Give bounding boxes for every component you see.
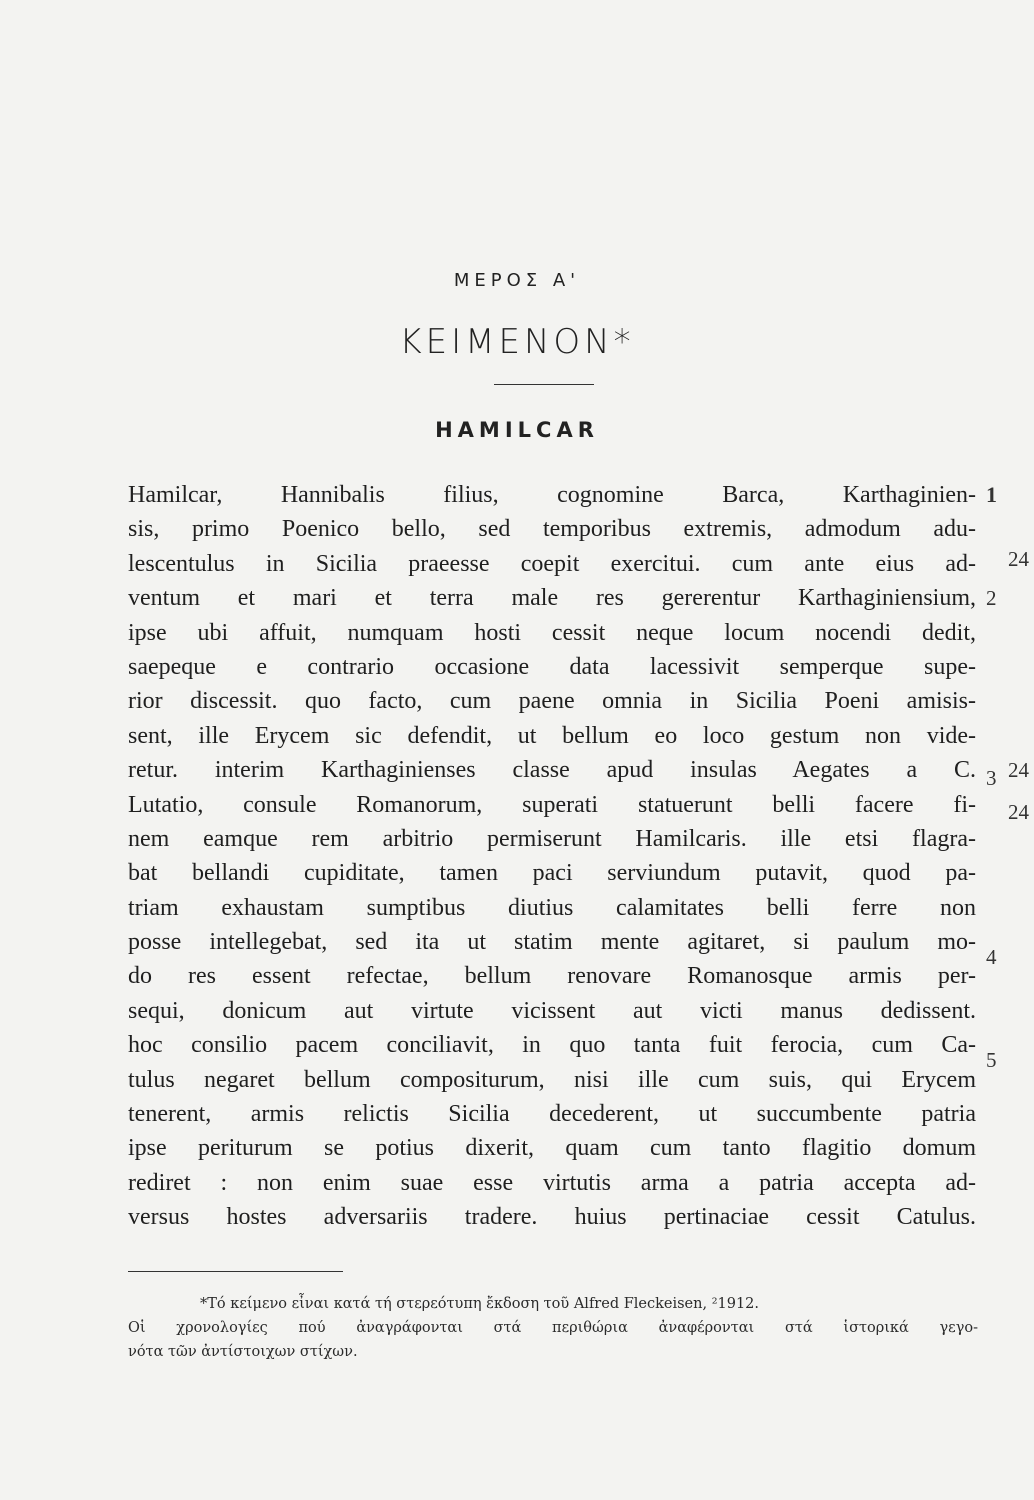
text-line: ventum et mari et terra male res gererentur Karthaginiensium, [128,585,976,612]
text-line: ipse ubi affuit, numquam hosti cessit neque locum nocendi dedit, [128,619,976,646]
margin-reference: 24 [1008,547,1029,571]
text-line: rediret : non enim suae esse virtutis arma a patria accepta ad- [128,1169,976,1196]
chapter-number: 1 [986,482,997,507]
text-line: triam exhaustam sumptibus diutius calamitates belli ferre non [128,894,976,921]
text-line: versus hostes adversariis tradere. huius pertinaciae cessit Catulus. [128,1204,976,1231]
heading-divider [494,384,594,385]
text-line: Hamilcar, Hannibalis filius, cognomine Barca, Karthaginien- [128,482,976,508]
text-line: rior discessit. quo facto, cum paene omnia in Sicilia Poeni amisis- [128,688,976,715]
text-line: nem eamque rem arbitrio permiserunt Hamilcaris. ille etsi flagra- [128,825,976,852]
text-line: tulus negaret bellum compositurum, nisi ille cum suis, qui Erycem [128,1066,976,1093]
footnote-divider [128,1271,343,1272]
text-line: hoc consilio pacem conciliavit, in quo tanta fuit ferocia, cum Ca- [128,1032,976,1059]
footnote-line: Οἱ χρονολογίες πού ἀναγράφονται στά περιθώρια ἀναφέρονται στά ἱστορικά γεγο- [128,1320,978,1336]
text-line: ipse periturum se potius dixerit, quam cum tanto flagitio domum [128,1135,976,1162]
margin-reference: 24 [1008,800,1029,824]
text-line: sequi, donicum aut virtute vicissent aut victi manus dedissent. [128,997,976,1024]
part-heading: ΜΕΡΟΣ Α' [453,270,581,291]
text-line: saepeque e contrario occasione data lacessivit semperque supe- [128,653,976,680]
text-line: bat bellandi cupiditate, tamen paci serviundum putavit, quod pa- [128,860,976,887]
text-line: sent, ille Erycem sic defendit, ut bellum eo loco gestum non vide- [128,722,976,749]
text-line: lescentulus in Sicilia praeesse coepit exercitui. cum ante eius ad- [128,550,976,577]
section-number: 3 [986,766,997,790]
work-title: HAMILCAR [435,418,599,442]
latin-text [128,478,976,1235]
section-number: 2 [986,586,997,610]
text-line: Lutatio, consule Romanorum, superati statuerunt belli facere fi- [128,791,976,818]
text-line: do res essent refectae, bellum renovare Romanosque armis per- [128,963,976,990]
text-line: sis, primo Poenico bello, sed temporibus extremis, admodum adu- [128,516,976,543]
section-number: 5 [986,1048,997,1072]
footnote-line: *Τό κείμενο εἶναι κατά τή στερεότυπη ἔκδοση τοῦ Alfred Fleckeisen, ²1912. [200,1296,760,1312]
text-line: posse intellegebat, sed ita ut statim mente agitaret, si paulum mo- [128,929,976,956]
section-number: 4 [986,945,997,969]
section-heading: ΚΕΙΜΕΝΟΝ* [399,322,635,362]
text-line: tenerent, armis relictis Sicilia decederent, ut succumbente patria [128,1101,976,1128]
footnote-line: νότα τῶν ἀντίστοιχων στίχων. [128,1344,358,1360]
margin-reference: 24 [1008,758,1029,782]
text-line: retur. interim Karthaginienses classe apud insulas Aegates a C. [128,757,976,784]
